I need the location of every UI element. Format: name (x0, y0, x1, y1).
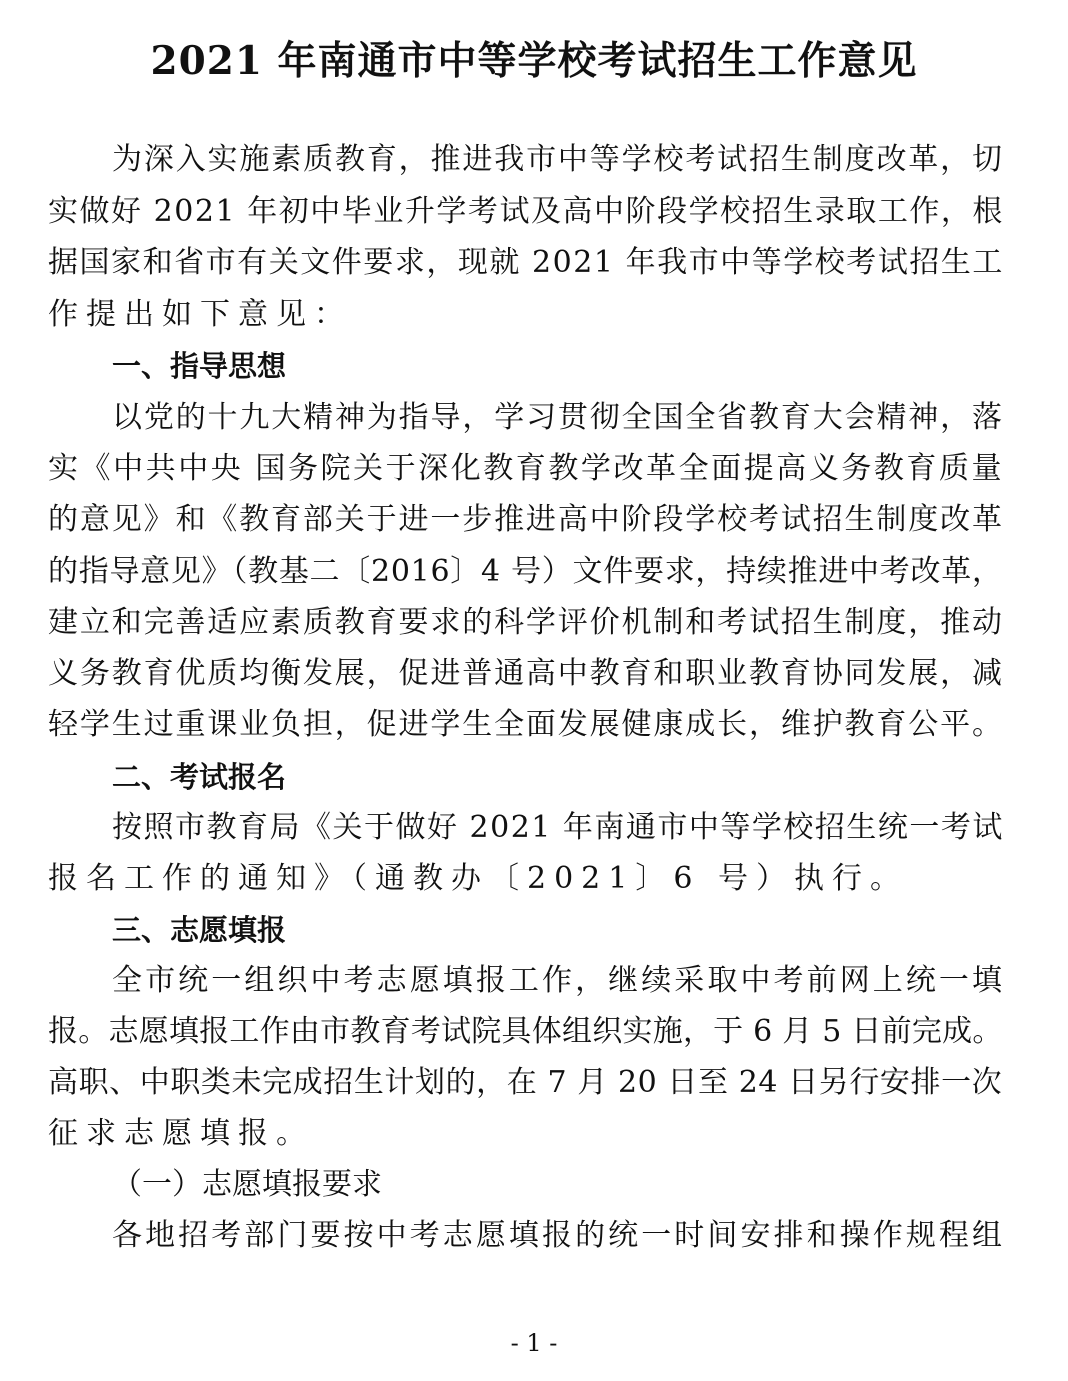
paragraph-line: 轻学生过重课业负担，促进学生全面发展健康成长，维护教育公平。 (48, 707, 1004, 742)
paragraph-line: 征求志愿填报。 (48, 1116, 314, 1151)
paragraph-line: 各地招考部门要按中考志愿填报的统一时间安排和操作规程组 (112, 1218, 1006, 1253)
paragraph-line: 实《中共中央 国务院关于深化教育教学改革全面提高义务教育质量 (48, 451, 1005, 486)
paragraph-line: 据国家和省市有关文件要求，现就 2021 年我市中等学校考试招生工 (48, 245, 1004, 280)
document-title: 2021 年南通市中等学校考试招生工作意见 (150, 38, 918, 84)
subsection-heading: （一）志愿填报要求 (112, 1167, 382, 1202)
paragraph-line: 报名工作的通知》（通教办〔2021〕6 号）执行。 (48, 861, 908, 896)
paragraph-line: 报。志愿填报工作由市教育考试院具体组织实施，于 6 月 5 日前完成。 (48, 1014, 1003, 1049)
paragraph-line: 义务教育优质均衡发展，促进普通高中教育和职业教育协同发展，减 (48, 656, 1004, 691)
paragraph-line: 高职、中职类未完成招生计划的，在 7 月 20 日至 24 日另行安排一次 (48, 1065, 1003, 1100)
page-number: - 1 - (510, 1329, 558, 1357)
paragraph-line: 的指导意见》（教基二〔2016〕4 号）文件要求，持续推进中考改革， (48, 554, 1003, 589)
paragraph-line: 以党的十九大精神为指导，学习贯彻全国全省教育大会精神，落 (112, 400, 1004, 435)
paragraph-line: 作提出如下意见： (48, 297, 352, 332)
paragraph-line: 建立和完善适应素质教育要求的科学评价机制和考试招生制度，推动 (48, 605, 1004, 640)
paragraph-line: 全市统一组织中考志愿填报工作，继续采取中考前网上统一填 (112, 963, 1006, 998)
paragraph-line: 的意见》和《教育部关于进一步推进高中阶段学校考试招生制度改革 (48, 502, 1004, 537)
paragraph-line: 为深入实施素质教育，推进我市中等学校考试招生制度改革，切 (112, 142, 1004, 177)
section-heading: 三、志愿填报 (112, 913, 287, 947)
paragraph-line: 按照市教育局《关于做好 2021 年南通市中等学校招生统一考试 (112, 810, 1004, 845)
paragraph-line: 实做好 2021 年初中毕业升学考试及高中阶段学校招生录取工作，根 (48, 194, 1004, 229)
section-heading: 二、考试报名 (112, 760, 287, 794)
section-heading: 一、指导思想 (112, 349, 287, 383)
